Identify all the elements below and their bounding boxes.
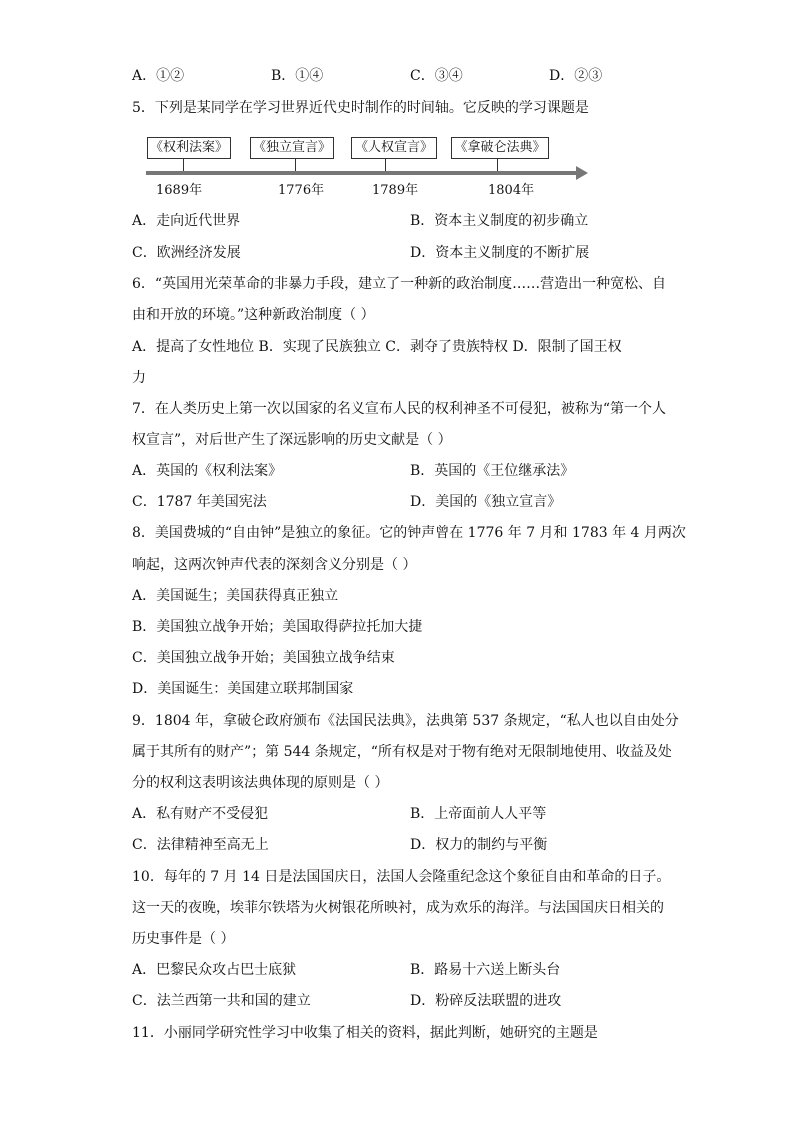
- q10-option-c: C．法兰西第一共和国的建立: [132, 993, 311, 1009]
- q4-option-c: C．③④: [410, 68, 463, 84]
- timeline-year-2: 1776年: [278, 183, 325, 198]
- q6-stem-line-1: 6．“英国用光荣革命的非暴力手段，建立了一种新的政治制度……营造出一种宽松、自: [132, 276, 667, 292]
- q9-option-d: D．权力的制约与平衡: [410, 837, 548, 853]
- q5-option-b: B．资本主义制度的初步确立: [410, 213, 589, 229]
- q5-option-a: A．走向近代世界: [132, 213, 241, 229]
- q9-stem-line-1: 9．1804 年，拿破仑政府颁布《法国民法典》，法典第 537 条规定，“私人也以自由处分: [132, 713, 679, 729]
- timeline-year-4: 1804年: [488, 183, 535, 198]
- q5-option-c: C．欧洲经济发展: [132, 245, 241, 261]
- timeline-doc-1: 《权利法案》: [147, 137, 231, 159]
- timeline-axis: [146, 171, 578, 175]
- q9-stem-line-2: 属于其所有的财产”；第 544 条规定，“所有权是对于物有绝对无限制地使用、收益及处: [132, 744, 672, 760]
- q7-option-a: A．英国的《权利法案》: [132, 463, 283, 479]
- q9-option-a: A．私有财产不受侵犯: [132, 806, 269, 822]
- q10-option-d: D．粉碎反法联盟的进攻: [410, 993, 562, 1009]
- q7-option-c: C．1787 年美国宪法: [132, 494, 267, 510]
- q10-option-a: A．巴黎民众攻占巴士底狱: [132, 962, 297, 978]
- q8-stem-line-2: 响起，这两次钟声代表的深刻含义分别是（ ）: [132, 557, 417, 573]
- timeline-tick: [183, 159, 184, 171]
- q9-option-c: C．法律精神至高无上: [132, 837, 269, 853]
- q8-option-d: D．美国诞生：美国建立联邦制国家: [132, 681, 354, 697]
- q10-stem-line-2: 这一天的夜晚，埃菲尔铁塔为火树银花所映衬，成为欢乐的海洋。与法国国庆日相关的: [132, 900, 664, 916]
- q6-stem-line-2: 由和开放的环境。”这种新政治制度（ ）: [132, 307, 375, 323]
- q6-options-line-1: A．提高了女性地位 B．实现了民族独立 C．剥夺了贵族特权 D．限制了国王权: [132, 339, 622, 355]
- timeline-year-3: 1789年: [372, 183, 419, 198]
- timeline-arrow-icon: [576, 166, 588, 180]
- q8-option-c: C．美国独立战争开始；美国独立战争结束: [132, 650, 395, 666]
- q8-option-a: A．美国诞生；美国获得真正独立: [132, 588, 339, 604]
- q10-option-b: B．路易十六送上断头台: [410, 962, 561, 978]
- timeline-doc-3: 《人权宣言》: [351, 137, 437, 159]
- q6-options-line-2: 力: [132, 370, 146, 386]
- timeline-tick: [497, 159, 498, 171]
- q7-option-b: B．英国的《王位继承法》: [410, 463, 575, 479]
- q4-option-a: A．①②: [132, 68, 185, 84]
- q9-stem-line-3: 分的权利这表明该法典体现的原则是（ ）: [132, 775, 389, 791]
- q7-stem-line-1: 7．在人类历史上第一次以国家的名义宣布人民的权利神圣不可侵犯，被称为“第一个人: [132, 401, 667, 417]
- q10-stem-line-3: 历史事件是（ ）: [132, 931, 235, 947]
- q5-option-d: D．资本主义制度的不断扩展: [410, 245, 590, 261]
- timeline-doc-2: 《独立宣言》: [250, 137, 334, 159]
- q7-option-d: D．美国的《独立宣言》: [410, 494, 562, 510]
- timeline-year-1: 1689年: [156, 183, 203, 198]
- q8-stem-line-1: 8．美国费城的“自由钟”是独立的象征。它的钟声曾在 1776 年 7 月和 1783 年 4 月两次: [132, 525, 686, 541]
- q9-option-b: B．上帝面前人人平等: [410, 806, 547, 822]
- q11-stem: 11．小丽同学研究性学习中收集了相关的资料，据此判断，她研究的主题是: [132, 1025, 598, 1041]
- timeline-tick: [385, 159, 386, 171]
- timeline-tick: [295, 159, 296, 171]
- q10-stem-line-1: 10．每年的 7 月 14 日是法国国庆日，法国人会隆重纪念这个象征自由和革命的日子。: [132, 869, 671, 885]
- q4-option-b: B．①④: [271, 68, 324, 84]
- q4-option-d: D．②③: [549, 68, 603, 84]
- q7-stem-line-2: 权宣言”，对后世产生了深远影响的历史文献是（ ）: [132, 432, 452, 448]
- q8-option-b: B．美国独立战争开始；美国取得萨拉托加大捷: [132, 619, 423, 635]
- timeline-doc-4: 《拿破仑法典》: [451, 137, 549, 159]
- q5-stem: 5．下列是某同学在学习世界近代史时制作的时间轴。它反映的学习课题是: [132, 100, 589, 116]
